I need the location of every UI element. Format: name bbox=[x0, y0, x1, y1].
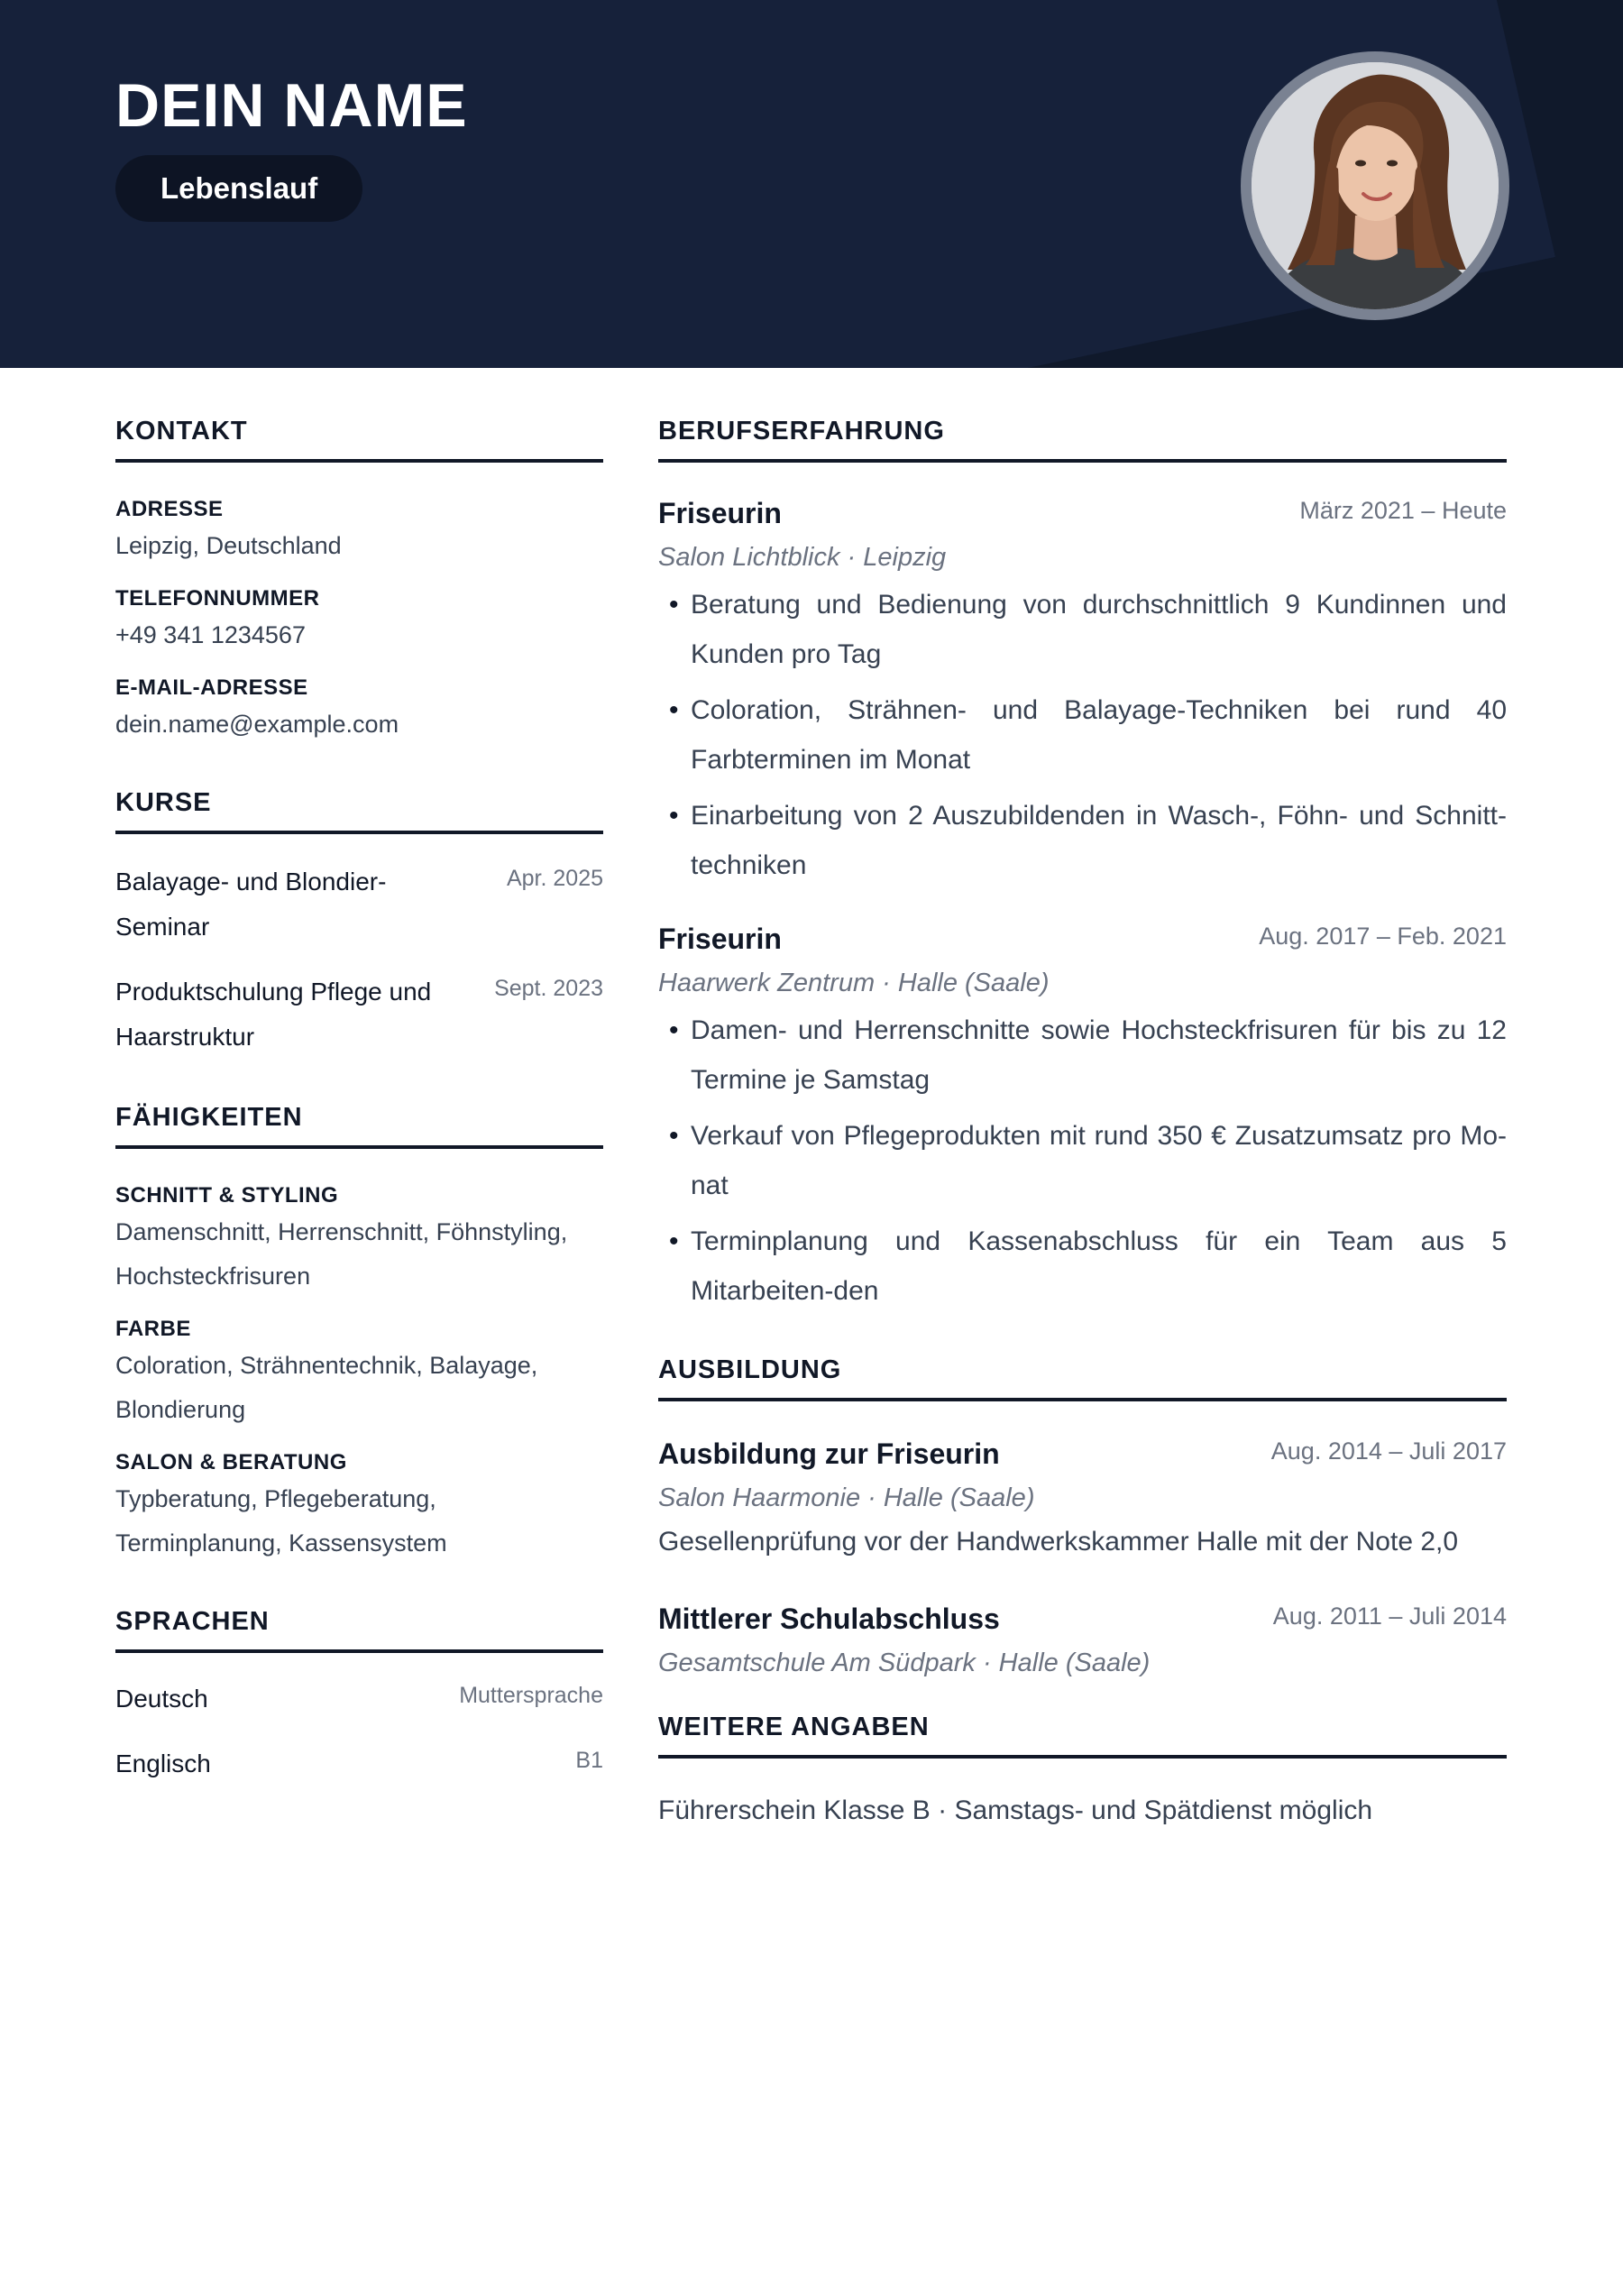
education-title: Mittlerer Schulabschluss bbox=[658, 1603, 1000, 1635]
education-entry bbox=[658, 1603, 1507, 1678]
skill-group-label: SCHNITT & STYLING bbox=[115, 1183, 339, 1208]
list-item: • Beratung und Bedienung von durchschnittlich 9 Kundinnen und Kunden pro Tag bbox=[658, 580, 1507, 679]
skills-section bbox=[115, 1103, 603, 1566]
education-date: Aug. 2014 – Juli 2017 bbox=[1270, 1437, 1507, 1465]
skill-group-value: Damenschnitt, Herrenschnitt, Föhnstyling, Hochsteckfrisuren bbox=[115, 1218, 568, 1290]
additional-section-title: WEITERE ANGABEN bbox=[658, 1713, 1507, 1759]
address-label: ADRESSE bbox=[115, 497, 224, 521]
languages-section bbox=[115, 1607, 603, 1786]
main-column bbox=[658, 417, 1507, 1835]
list-item: • Damen- und Herrenschnitte sowie Hochsteckfrisuren für bis zu 12 Termine je Samstag bbox=[658, 1006, 1507, 1105]
phone-label: TELEFONNUMMER bbox=[115, 586, 320, 611]
contact-section bbox=[115, 417, 603, 747]
language-level: B1 bbox=[575, 1748, 603, 1773]
education-section bbox=[658, 1355, 1507, 1678]
course-date: Apr. 2025 bbox=[506, 866, 603, 891]
email-value: dein.name@example.com bbox=[115, 711, 399, 738]
list-item: • Coloration, Strähnen- und Balayage-Techniken bei rund 40 Farbterminen im Monat bbox=[658, 685, 1507, 785]
language-name: Deutsch bbox=[115, 1685, 208, 1713]
courses-section bbox=[115, 788, 603, 1060]
education-note: Gesellenprüfung vor der Handwerkskammer Halle mit der Note 2,0 bbox=[658, 1527, 1459, 1557]
skill-group-value: Coloration, Strähnentechnik, Balayage, Blondierung bbox=[115, 1352, 538, 1423]
education-section-title: AUSBILDUNG bbox=[658, 1355, 1507, 1401]
skill-group-value: Typberatung, Pflegeberatung, Terminplanung, Kassensystem bbox=[115, 1485, 447, 1557]
education-institution: Gesamtschule Am Südpark · Halle (Saale) bbox=[658, 1649, 1151, 1677]
courses-section-title: KURSE bbox=[115, 788, 603, 834]
education-entry bbox=[658, 1437, 1507, 1566]
language-name: Englisch bbox=[115, 1750, 211, 1777]
job-entry bbox=[658, 923, 1507, 1316]
experience-section bbox=[658, 417, 1507, 1316]
document-type-badge: Lebenslauf bbox=[115, 155, 362, 222]
list-item bbox=[115, 1676, 603, 1722]
sidebar-column bbox=[115, 417, 603, 1786]
list-item bbox=[115, 859, 603, 950]
course-name: Produktschulung Pflege und Haarstruktur bbox=[115, 978, 432, 1051]
education-institution: Salon Haarmonie · Halle (Saale) bbox=[658, 1483, 1035, 1512]
job-employer: Salon Lichtblick · Leipzig bbox=[658, 543, 947, 572]
job-employer: Haarwerk Zentrum · Halle (Saale) bbox=[658, 969, 1050, 997]
job-date: März 2021 – Heute bbox=[1299, 497, 1507, 524]
skills-section-title: FÄHIGKEITEN bbox=[115, 1103, 603, 1149]
education-title: Ausbildung zur Friseurin bbox=[658, 1437, 1000, 1470]
course-name: Balayage- und Blondier-Seminar bbox=[115, 868, 387, 941]
job-title: Friseurin bbox=[658, 923, 782, 955]
list-item bbox=[115, 969, 603, 1060]
profile-photo-frame bbox=[1241, 51, 1509, 320]
job-title: Friseurin bbox=[658, 497, 782, 529]
list-item: • Einarbeitung von 2 Auszubildenden in Wasch-, Föhn- und Schnitt-techniken bbox=[658, 791, 1507, 890]
skill-group-label: SALON & BERATUNG bbox=[115, 1450, 347, 1474]
profile-photo bbox=[1252, 62, 1499, 309]
job-date: Aug. 2017 – Feb. 2021 bbox=[1259, 923, 1507, 950]
phone-value: +49 341 1234567 bbox=[115, 621, 306, 648]
person-name: DEIN NAME bbox=[115, 71, 468, 140]
additional-text: Führerschein Klasse B · Samstags- und Spätdienst möglich bbox=[658, 1795, 1373, 1825]
job-entry bbox=[658, 497, 1507, 890]
list-item bbox=[115, 1741, 603, 1786]
job-bullets bbox=[658, 1006, 1507, 1316]
languages-section-title: SPRACHEN bbox=[115, 1607, 603, 1653]
list-item: • Terminplanung und Kassenabschluss für ein Team aus 5 Mitarbeiten-den bbox=[658, 1217, 1507, 1316]
email-label: E-MAIL-ADRESSE bbox=[115, 675, 308, 700]
header-banner bbox=[0, 0, 1623, 368]
language-level: Muttersprache bbox=[459, 1683, 603, 1708]
skill-group-label: FARBE bbox=[115, 1317, 191, 1341]
contact-section-title: KONTAKT bbox=[115, 417, 603, 463]
additional-section bbox=[658, 1713, 1507, 1835]
course-date: Sept. 2023 bbox=[494, 976, 603, 1001]
job-bullets bbox=[658, 580, 1507, 890]
address-value: Leipzig, Deutschland bbox=[115, 532, 342, 559]
education-date: Aug. 2011 – Juli 2014 bbox=[1272, 1603, 1507, 1630]
list-item: • Verkauf von Pflegeprodukten mit rund 350 € Zusatzumsatz pro Mo-nat bbox=[658, 1111, 1507, 1210]
experience-section-title: BERUFSERFAHRUNG bbox=[658, 417, 1507, 463]
